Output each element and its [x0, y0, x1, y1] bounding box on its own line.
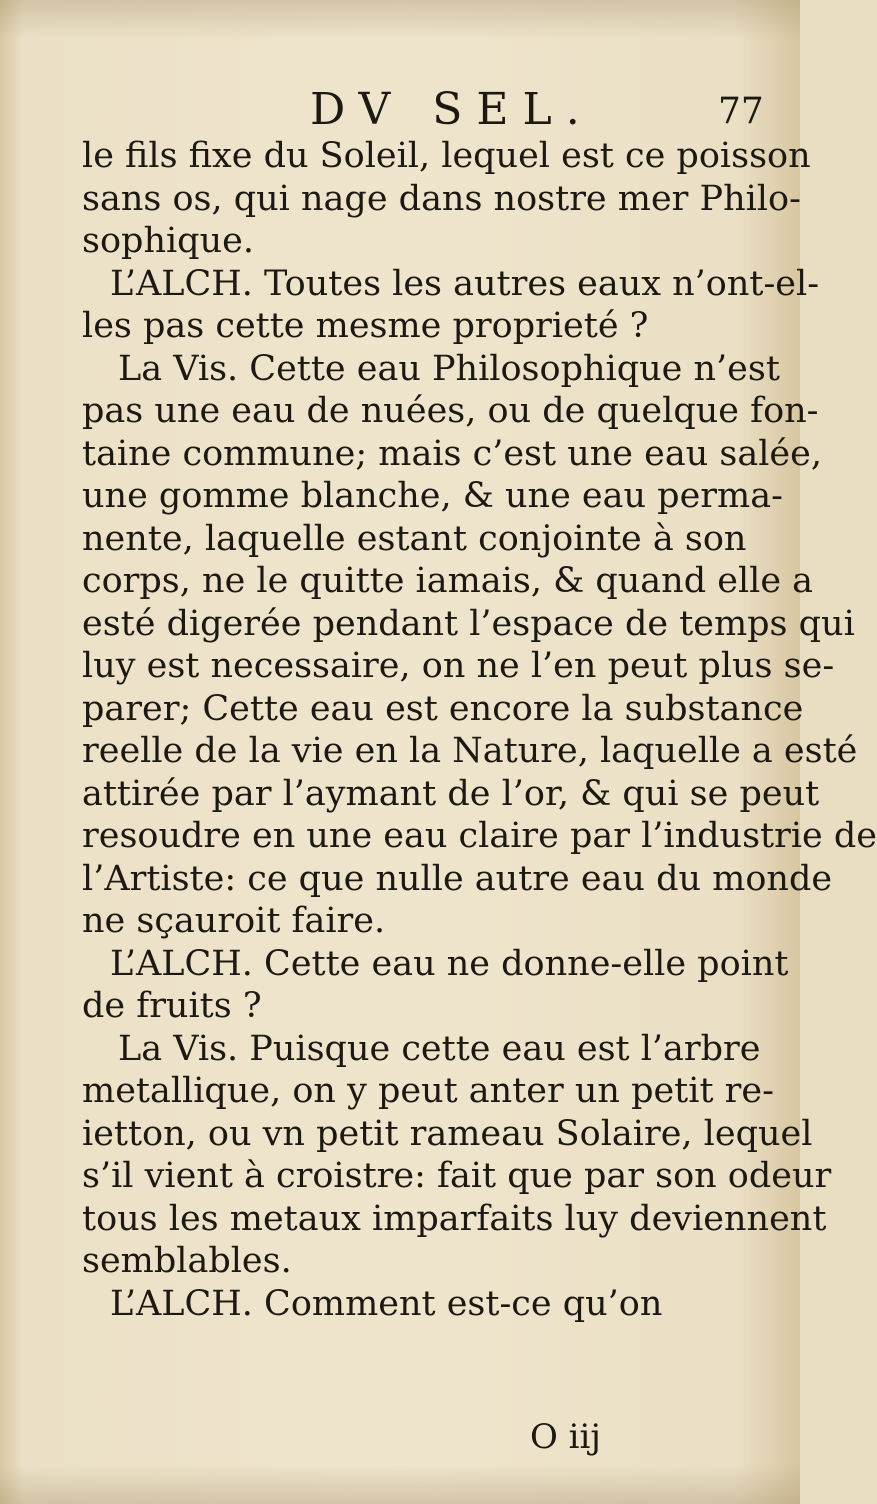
text-line: tous les metaux imparfaits luy deviennent [82, 1198, 827, 1239]
text-line: l’Artiste: ce que nulle autre eau du monde [82, 858, 833, 899]
text-line: sophique. [82, 221, 254, 261]
text-line: semblables. [82, 1241, 292, 1281]
text-line: resoudre en une eau claire par l’industrie de [82, 816, 877, 856]
text-line: de fruits ? [82, 986, 262, 1026]
text-line: La Vis. Cette eau Philosophique n’est [118, 348, 780, 389]
text-line: luy est necessaire, on ne l’en peut plus se- [82, 646, 835, 686]
text-line: pas une eau de nuées, ou de quelque fon- [82, 391, 819, 431]
text-line: metallique, on y peut anter un petit re- [82, 1071, 774, 1111]
page-header [0, 80, 800, 140]
body-text [82, 135, 877, 1325]
text-line: attirée par l’aymant de l’or, & qui se peut [82, 773, 820, 814]
signature-mark: O iij [530, 1417, 601, 1457]
text-line: sans os, qui nage dans nostre mer Philo- [82, 178, 801, 219]
text-line: une gomme blanche, & une eau perma- [82, 476, 783, 516]
text-line: esté digerée pendant l’espace de temps qui [82, 603, 855, 644]
page-footer [0, 1412, 800, 1462]
page-edge-shadow-bottom [0, 1464, 800, 1504]
page-number: 77 [718, 91, 764, 132]
text-line: taine commune; mais c’est une eau salée, [82, 433, 822, 474]
text-line: L’ALCH. Cette eau ne donne-elle point [110, 943, 789, 984]
text-line: s’il vient à croistre: fait que par son odeur [82, 1156, 832, 1196]
text-line: L’ALCH. Comment est-ce qu’on [110, 1283, 663, 1324]
text-line: ne sçauroit faire. [82, 901, 386, 941]
text-line: nente, laquelle estant conjointe à son [82, 518, 747, 559]
text-line: parer; Cette eau est encore la substance [82, 688, 804, 729]
text-line: le fils fixe du Soleil, lequel est ce poisson [82, 136, 811, 176]
text-line: corps, ne le quitte iamais, & quand elle a [82, 561, 814, 601]
running-head: DV SEL. [310, 84, 594, 135]
text-line: L’ALCH. Toutes les autres eaux n’ont-el- [110, 263, 820, 304]
text-line: reelle de la vie en la Nature, laquelle a esté [82, 731, 858, 771]
text-line: ietton, ou vn petit rameau Solaire, lequel [82, 1113, 813, 1154]
text-line: les pas cette mesme proprieté ? [82, 306, 649, 346]
page-edge-shadow-top [0, 0, 800, 40]
text-line: La Vis. Puisque cette eau est l’arbre [118, 1028, 761, 1069]
